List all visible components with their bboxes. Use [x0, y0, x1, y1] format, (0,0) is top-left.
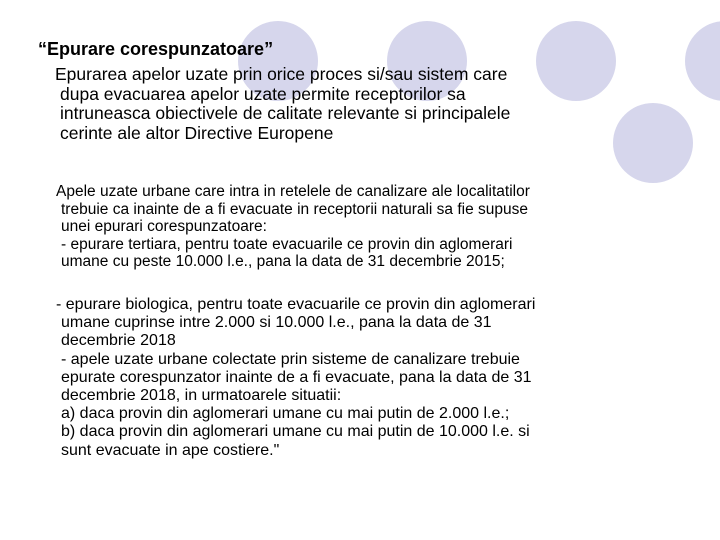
paragraph-line: b) daca provin din aglomerari umane cu mai putin de 10.000 l.e. si [61, 423, 530, 441]
paragraph-line: - epurare tertiara, pentru toate evacuarile ce provin din aglomerari [61, 235, 513, 253]
paragraph-line: decembrie 2018 [61, 332, 176, 350]
paragraph-line: - epurare biologica, pentru toate evacuarile ce provin din aglomerari [56, 296, 536, 313]
paragraph-line: intruneasca obiectivele de calitate relevante si principalele [60, 103, 511, 123]
paragraph-line: trebuie ca inainte de a fi evacuate in receptorii naturali sa fie supuse [61, 200, 529, 218]
paragraph-line: - apele uzate urbane colectate prin sisteme de canalizare trebuie [61, 350, 520, 368]
paragraph-line: decembrie 2018, in urmatoarele situatii: [61, 387, 342, 405]
paragraph-biological-treatment [56, 296, 535, 460]
paragraph-line: umane cu peste 10.000 l.e., pana la data de 31 decembrie 2015; [61, 253, 505, 270]
paragraph-line: epurate corespunzator inainte de a fi evacuate, pana la data de 31 [61, 368, 532, 386]
paragraph-line: Epurarea apelor uzate prin orice proces si/sau sistem care [55, 64, 508, 84]
paragraph-line: Apele uzate urbane care intra in retelele de canalizare ale localitatilor [56, 183, 530, 200]
paragraph-line: cerinte ale altor Directive Europene [60, 122, 334, 143]
paragraph-line: sunt evacuate in ape costiere." [61, 441, 280, 459]
paragraph-definition [55, 65, 510, 143]
paragraph-line: a) daca provin din aglomerari umane cu mai putin de 2.000 l.e.; [61, 405, 510, 423]
paragraph-urban-wastewater [56, 183, 530, 271]
slide-title: “Epurare corespunzatoare” [38, 39, 274, 59]
paragraph-line: umane cuprinse intre 2.000 si 10.000 l.e., pana la data de 31 [61, 314, 492, 332]
paragraph-line: dupa evacuarea apelor uzate permite receptorilor sa [60, 83, 466, 104]
paragraph-line: unei epurari corespunzatoare: [61, 218, 267, 235]
